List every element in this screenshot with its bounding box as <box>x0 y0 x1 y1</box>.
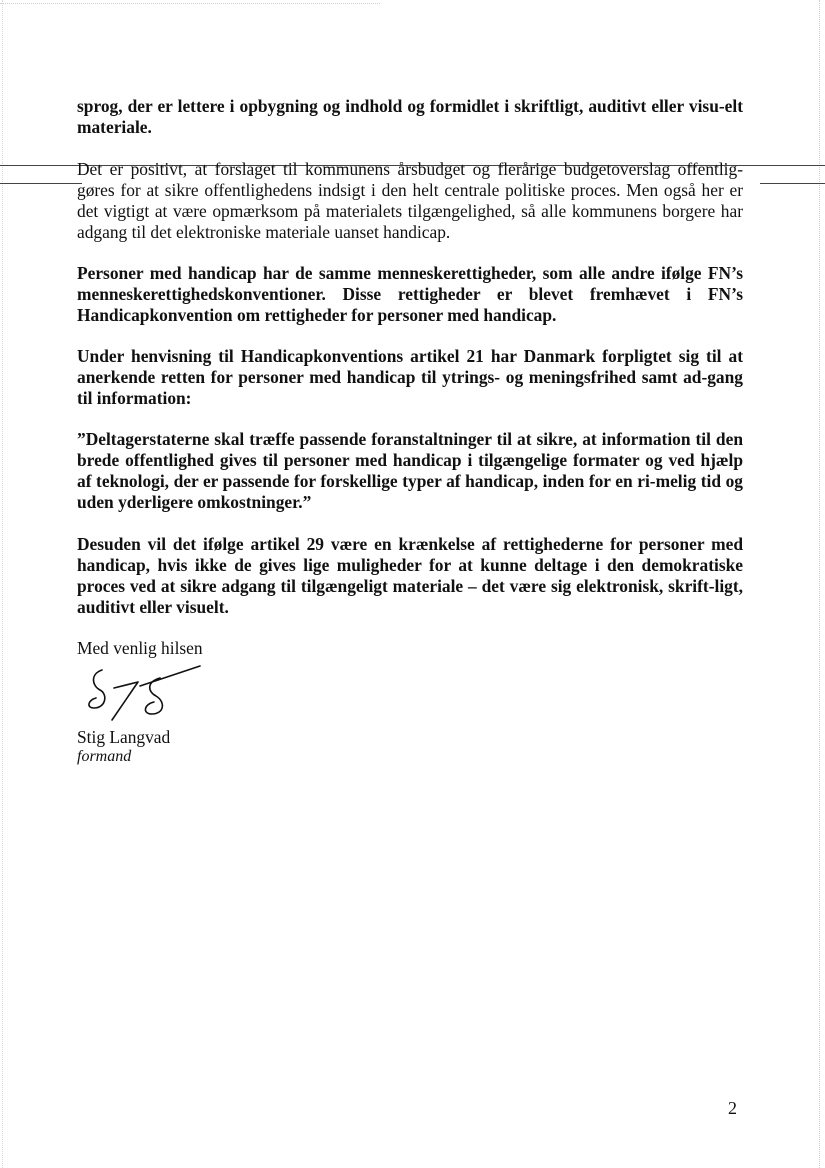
scan-edge-right <box>819 0 820 1168</box>
paragraph-2: Det er positivt, at forslaget til kommunens årsbudget og flerårige budgetoverslag offentlig-gøres for at sikre offentlighedens indsigt i den helt centrale politiske proces. Men også her er det vigtigt at være opmærksom på materialets tilgængelighed, så alle kommunens borgere har adgang til det elektroniske materiale uanset handicap. <box>77 159 743 242</box>
scan-line-left-segment <box>0 183 82 184</box>
paragraph-4: Under henvisning til Handicapkonventions artikel 21 har Danmark forpligtet sig til at anerkende retten for personer med handicap til ytrings- og meningsfrihed samt ad-gang til information: <box>77 346 743 408</box>
scan-edge-top <box>0 3 380 4</box>
paragraph-1: sprog, der er lettere i opbygning og indhold og formidlet i skriftligt, auditivt eller visu-elt materiale. <box>77 96 743 137</box>
signer-name: Stig Langvad <box>77 727 171 747</box>
paragraph-6: Desuden vil det ifølge artikel 29 være en krænkelse af rettighederne for personer med handicap, hvis ikke de gives lige muligheder for at kunne deltage i den demokratiske proces ved at sikre adgang til tilgængeligt materiale – det være sig elektronisk, skrift-ligt, auditivt eller visuelt. <box>77 534 743 617</box>
scan-edge-left <box>2 0 3 1168</box>
signature-image <box>84 664 209 722</box>
page-number: 2 <box>728 1098 737 1118</box>
scan-line-right-segment <box>760 183 825 184</box>
closing-greeting: Med venlig hilsen <box>77 638 203 658</box>
signer-title: formand <box>77 748 132 765</box>
quote-paragraph: ”Deltagerstaterne skal træffe passende foranstaltninger til at sikre, at information til den brede offentlighed gives til personer med handicap i tilgængelige formater og ved hjælp af teknologi, der er passende for forskellige typer af handicap, inden for en ri-melig tid og uden yderligere omkostninger.” <box>77 429 743 512</box>
paragraph-3: Personer med handicap har de samme menneskerettigheder, som alle andre ifølge FN’s menneskerettighedskonventioner. Disse rettigheder er blevet fremhævet i FN’s Handicapkonvention om rettigheder for personer med handicap. <box>77 263 743 325</box>
